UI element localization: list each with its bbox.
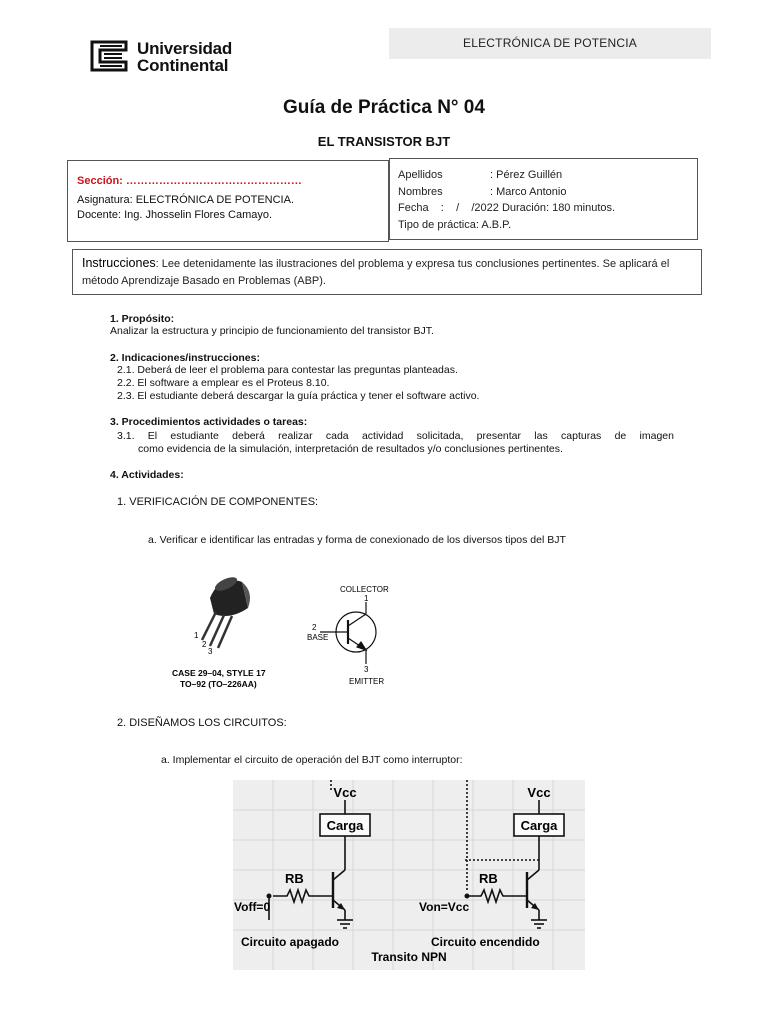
section4-title: 4. Actividades:: [110, 469, 184, 481]
base-label: BASE: [307, 633, 329, 642]
nombres-row: [398, 186, 566, 198]
fecha-row: Fecha : / /2022 Duración: 180 minutos.: [398, 202, 616, 214]
page-title: Guía de Práctica N° 04: [283, 97, 485, 118]
to92-pin3-label: 3: [208, 647, 213, 656]
bjt-switch-circuits-figure: [233, 780, 585, 970]
activity1-item-a: a. Verificar e identificar las entradas y forma de conexionado de los diversos tipos del BJT: [148, 534, 566, 546]
section2-item3: 2.3. El estudiante deberá descargar la guía práctica y tener el software activo.: [117, 390, 480, 402]
circuit-on-von-label: Von=Vcc: [419, 900, 470, 914]
emitter-label: EMITTER: [349, 677, 385, 686]
section3-title: 3. Procedimientos actividades o tareas:: [110, 416, 308, 428]
case-label-line1: CASE 29–04, STYLE 17: [172, 668, 266, 678]
to92-leads-icon: [202, 612, 232, 648]
course-banner-text: ELECTRÓNICA DE POTENCIA: [463, 36, 637, 50]
section3-line1: 3.1. El estudiante deberá realizar cada actividad solicitada, presentar las capturas de imagen: [117, 430, 674, 442]
logo-line2: Continental: [137, 56, 229, 75]
activity2-heading: 2. DISEÑAMOS LOS CIRCUITOS:: [117, 717, 287, 729]
course-banner: [389, 28, 711, 59]
section2-item1: 2.1. Deberá de leer el problema para contestar las preguntas planteadas.: [117, 364, 458, 376]
figure2-caption: Transito NPN: [371, 950, 447, 964]
apellidos-value: : Pérez Guillén: [490, 169, 563, 181]
docente-field: Docente: Ing. Jhosselin Flores Camayo.: [77, 209, 273, 221]
circuit-on-input-node: [465, 894, 470, 899]
activity1-heading: 1. VERIFICACIÓN DE COMPONENTES:: [117, 496, 319, 508]
pin1-label: 1: [364, 594, 369, 603]
tipo-row: Tipo de práctica: A.B.P.: [398, 219, 512, 231]
university-logo-icon: [90, 40, 130, 72]
asignatura-field: [77, 194, 294, 206]
student-info-box: [389, 158, 698, 240]
page-subtitle: EL TRANSISTOR BJT: [317, 134, 451, 149]
pin2-label: 2: [312, 623, 317, 632]
pin3-label: 3: [364, 665, 369, 674]
circuit-off-vcc-label: Vcc: [333, 785, 357, 800]
circuit-on-caption: Circuito encendido: [431, 935, 540, 949]
section2-item2: 2.2. El software a emplear es el Proteus 8.10.: [117, 377, 330, 389]
university-logo-text: [137, 40, 232, 74]
circuit-on-vcc-label: Vcc: [527, 785, 551, 800]
collector-label: COLLECTOR: [340, 585, 389, 594]
circuit-off-caption: Circuito apagado: [241, 935, 340, 949]
to92-package-figure: [170, 568, 290, 693]
npn-transistor-icon: [320, 602, 376, 664]
circuit-on-rb-label: RB: [479, 871, 498, 886]
section1-title: 1. Propósito:: [110, 313, 175, 325]
nombres-value: : Marco Antonio: [490, 186, 567, 198]
instructions-text: [82, 255, 697, 290]
circuit-on-load-label: Carga: [520, 818, 558, 833]
to92-body-icon: [210, 574, 250, 616]
to92-pin1-label: 1: [194, 631, 199, 640]
apellidos-row: [398, 169, 562, 181]
logo-line1: Universidad: [137, 39, 233, 58]
instructions-label: Instrucciones: [82, 256, 156, 270]
section-info-box: [67, 160, 389, 242]
activity2-item-a: a. Implementar el circuito de operación del BJT como interruptor:: [161, 754, 463, 766]
section3-line2: como evidencia de la simulación, interpretación de resultados y/o conclusiones pertinentes.: [138, 443, 563, 455]
bjt-symbol-figure: [300, 580, 410, 692]
asignatura-value: ELECTRÓNICA DE POTENCIA.: [135, 194, 295, 206]
apellidos-label: Apellidos: [398, 169, 443, 181]
to92-pin2-label: 2: [202, 640, 207, 649]
instructions-body: : Lee detenidamente las ilustraciones del problema y expresa tus conclusiones pertinentes. Se aplicará el método Aprendizaje Basado en Problemas (ABP).: [82, 258, 670, 287]
section2-title: 2. Indicaciones/instrucciones:: [110, 352, 260, 364]
instructions-box: [72, 249, 702, 295]
asignatura-label: Asignatura:: [77, 194, 136, 206]
seccion-field: Sección: …………………………………………: [77, 175, 302, 187]
section1-text: Analizar la estructura y principio de funcionamiento del transistor BJT.: [110, 325, 434, 337]
circuit-off-voff-label: Voff=0: [234, 900, 271, 914]
circuit-off-load-label: Carga: [326, 818, 364, 833]
circuit-off-input-node: [267, 894, 272, 899]
nombres-label: Nombres: [398, 186, 443, 198]
case-label-line2: TO–92 (TO–226AA): [180, 679, 257, 689]
circuit-off-rb-label: RB: [285, 871, 304, 886]
